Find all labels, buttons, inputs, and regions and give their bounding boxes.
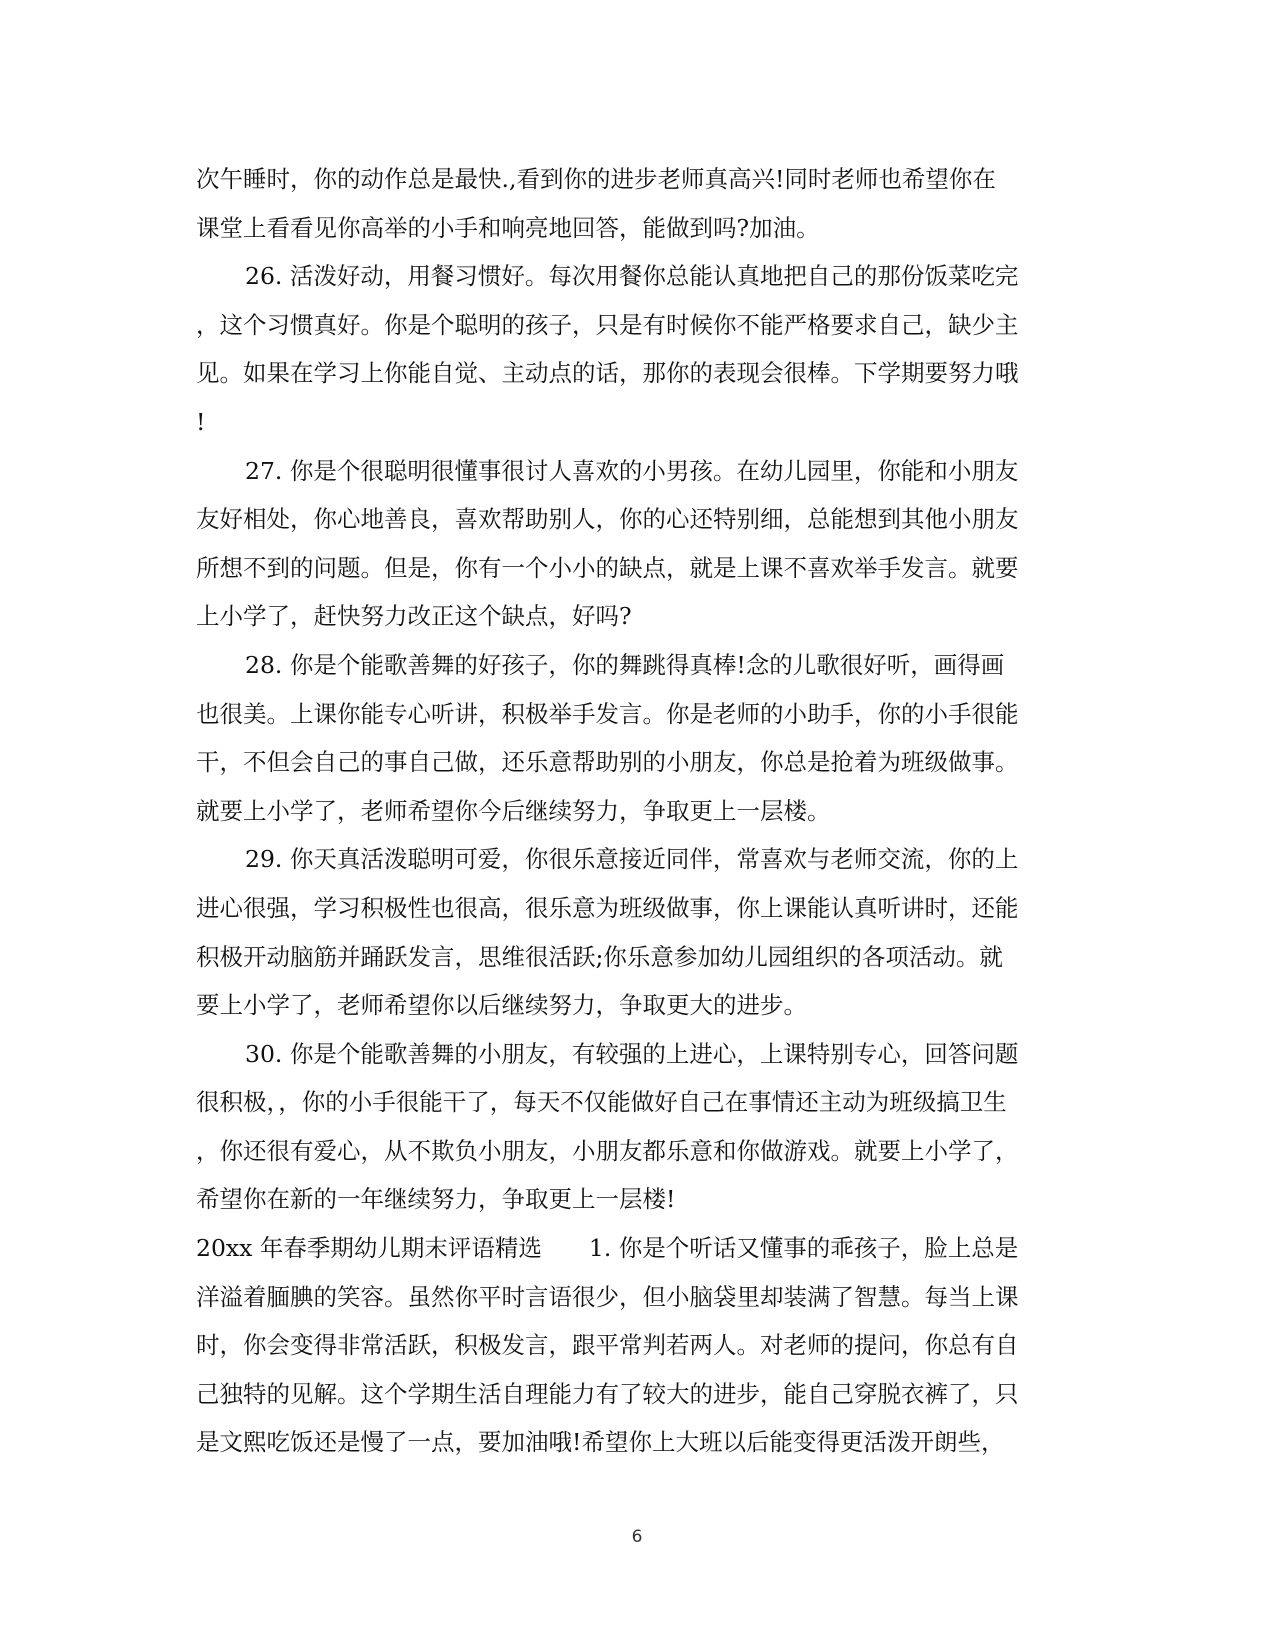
paragraph-26-start: 26. 活泼好动，用餐习惯好。每次用餐你总能认真地把自己的那份饭菜吃完 bbox=[245, 262, 1019, 291]
paragraph-29-start: 29. 你天真活泼聪明可爱，你很乐意接近同伴，常喜欢与老师交流，你的上 bbox=[245, 845, 1019, 874]
text-line: 友好相处，你心地善良，喜欢帮助别人，你的心还特别细，总能想到其他小朋友 bbox=[196, 505, 1019, 534]
text-line: 也很美。上课你能专心听讲，积极举手发言。你是老师的小助手，你的小手很能 bbox=[196, 699, 1019, 728]
text-line: 进心很强，学习积极性也很高，很乐意为班级做事，你上课能认真听讲时，还能 bbox=[196, 893, 1019, 922]
text-line: 是文熙吃饭还是慢了一点，要加油哦!希望你上大班以后能变得更活泼开朗些， bbox=[196, 1428, 1005, 1457]
text-line: 所想不到的问题。但是，你有一个小小的缺点，就是上课不喜欢举手发言。就要 bbox=[196, 553, 1019, 582]
text-line: 积极开动脑筋并踊跃发言，思维很活跃;你乐意参加幼儿园组织的各项活动。就 bbox=[196, 942, 1003, 971]
paragraph-27-start: 27. 你是个很聪明很懂事很讨人喜欢的小男孩。在幼儿园里，你能和小朋友 bbox=[245, 456, 1019, 485]
text-line: ，这个习惯真好。你是个聪明的孩子，只是有时候你不能严格要求自己，缺少主 bbox=[196, 310, 1019, 339]
text-line: 洋溢着腼腆的笑容。虽然你平时言语很少，但小脑袋里却装满了智慧。每当上课 bbox=[196, 1282, 1019, 1311]
page-number: 6 bbox=[631, 1527, 643, 1547]
paragraph-28-start: 28. 你是个能歌善舞的好孩子，你的舞跳得真棒!念的儿歌很好听，画得画 bbox=[245, 650, 1005, 679]
text-line: ，你还很有爱心，从不欺负小朋友，小朋友都乐意和你做游戏。就要上小学了， bbox=[196, 1136, 1019, 1165]
text-line: 希望你在新的一年继续努力，争取更上一层楼! bbox=[196, 1185, 676, 1214]
text-line: 课堂上看看见你高举的小手和响亮地回答，能做到吗?加油。 bbox=[196, 213, 820, 242]
paragraph-30-start: 30. 你是个能歌善舞的小朋友，有较强的上进心，上课特别专心，回答问题 bbox=[245, 1039, 1019, 1068]
document-body bbox=[196, 155, 1072, 1467]
text-line: 次午睡时，你的动作总是最快.,看到你的进步老师真高兴!同时老师也希望你在 bbox=[196, 165, 996, 193]
text-line: 干，不但会自己的事自己做，还乐意帮助别的小朋友，你总是抢着为班级做事。 bbox=[196, 748, 1019, 777]
text-line: 很积极，，你的小手很能干了，每天不仅能做好自己在事情还主动为班级搞卫生 bbox=[196, 1088, 1007, 1117]
section-heading-line: 20xx 年春季期幼儿期末评语精选 1. 你是个听话又懂事的乖孩子，脸上总是 bbox=[196, 1234, 1019, 1263]
text-line: 己独特的见解。这个学期生活自理能力有了较大的进步，能自己穿脱衣裤了，只 bbox=[196, 1379, 1019, 1408]
text-line: 上小学了，赶快努力改正这个缺点，好吗? bbox=[196, 602, 632, 631]
text-line: 就要上小学了，老师希望你今后继续努力，争取更上一层楼。 bbox=[196, 796, 831, 825]
text-line: 时，你会变得非常活跃，积极发言，跟平常判若两人。对老师的提问，你总有自 bbox=[196, 1331, 1019, 1360]
text-line: ! bbox=[196, 407, 206, 436]
text-line: 要上小学了，老师希望你以后继续努力，争取更大的进步。 bbox=[196, 991, 807, 1020]
text-line: 见。如果在学习上你能自觉、主动点的话，那你的表现会很棒。下学期要努力哦 bbox=[196, 359, 1019, 388]
